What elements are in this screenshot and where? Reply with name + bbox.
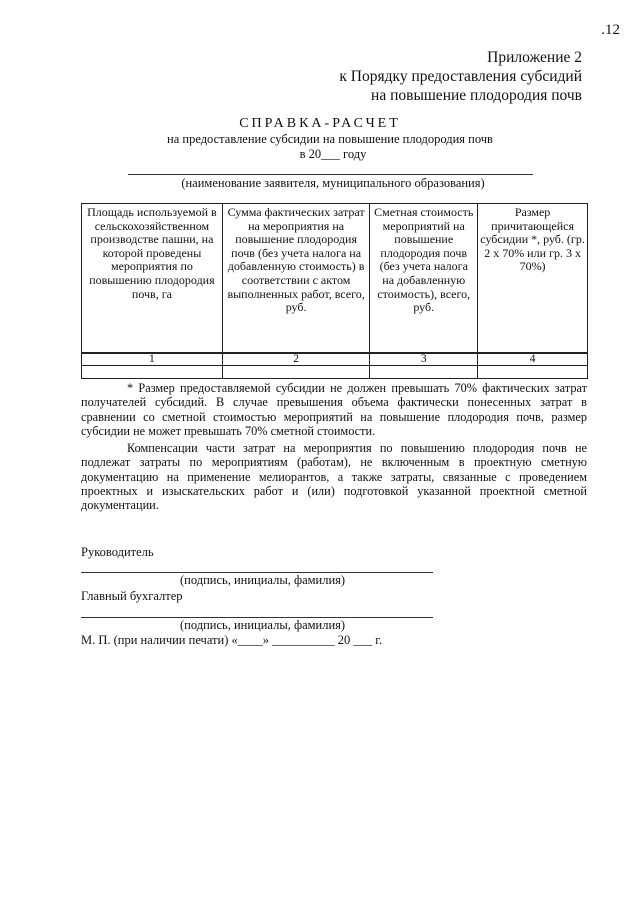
applicant-caption: (наименование заявителя, муниципального образования) [181,176,485,190]
accountant-signature-caption: (подпись, инициалы, фамилия) [180,618,346,632]
subsidy-amount-value-cell[interactable] [478,366,588,379]
column-header-estimated-cost: Сметная стоимость мероприятий на повышение плодородия почв (без учета налога на добавленную стоимость), всего, руб. [370,204,478,354]
estimated-cost-value-cell[interactable] [370,366,478,379]
actual-costs-value-cell[interactable] [222,366,370,379]
table-row [82,366,588,379]
table-header-row [82,204,588,354]
column-number: 4 [478,353,588,366]
page-number: .12 [601,22,620,38]
column-number-row [82,353,588,366]
column-number: 1 [82,353,223,366]
compensation-text: Компенсации части затрат на мероприятия по повышению плодородия почв не подлежат затраты по мероприятиям (работам), не включенным в проектную сметную документацию на применение мелиорантов, а также затраты, связанные с проведением проектных и изыскательских работ и (или) подготовкой указанной проектной сметной документации. [81,441,587,513]
area-value-cell[interactable] [82,366,223,379]
column-number: 2 [222,353,370,366]
compensation-note [81,441,587,512]
head-signature-caption: (подпись, инициалы, фамилия) [180,573,346,587]
document-subtitle: на предоставление субсидии на повышение плодородия почв [167,132,493,146]
footnote [81,381,587,438]
footnote-text: * Размер предоставляемой субсидии не должен превышать 70% фактических затрат получателей субсидий. В случае превышения объема фактически понесенных затрат в сравнении со сметной стоимостью мероприятий на повышение плодородия почв, размер субсидии не может превышать 70% сметной стоимости. [81,381,587,438]
column-header-actual-costs: Сумма фактических затрат на мероприятия на повышение плодородия почв (без учета налога на добавленную стоимость) в соответствии с актом выполненных работ, всего, руб. [222,204,370,354]
appendix-reference-cont: на повышение плодородия почв [371,87,582,104]
applicant-line [128,174,533,175]
column-header-subsidy-amount: Размер причитающейся субсидии *, руб. (гр. 2 х 70% или гр. 3 х 70%) [478,204,588,354]
column-header-area: Площадь используемой в сельскохозяйственном производстве пашни, на которой проведены мероприятия по повышению плодородия почв, га [82,204,223,354]
appendix-reference: к Порядку предоставления субсидий [339,68,582,85]
accountant-label: Главный бухгалтер [81,589,183,603]
appendix-number: Приложение 2 [487,49,582,66]
year-field: в 20___ году [299,147,367,161]
head-label: Руководитель [81,545,154,559]
document-title: СПРАВКА-РАСЧЕТ [239,116,401,131]
calculation-table [81,203,588,379]
stamp-date-line: М. П. (при наличии печати) «____» __________ 20 ___ г. [81,633,383,647]
column-number: 3 [370,353,478,366]
